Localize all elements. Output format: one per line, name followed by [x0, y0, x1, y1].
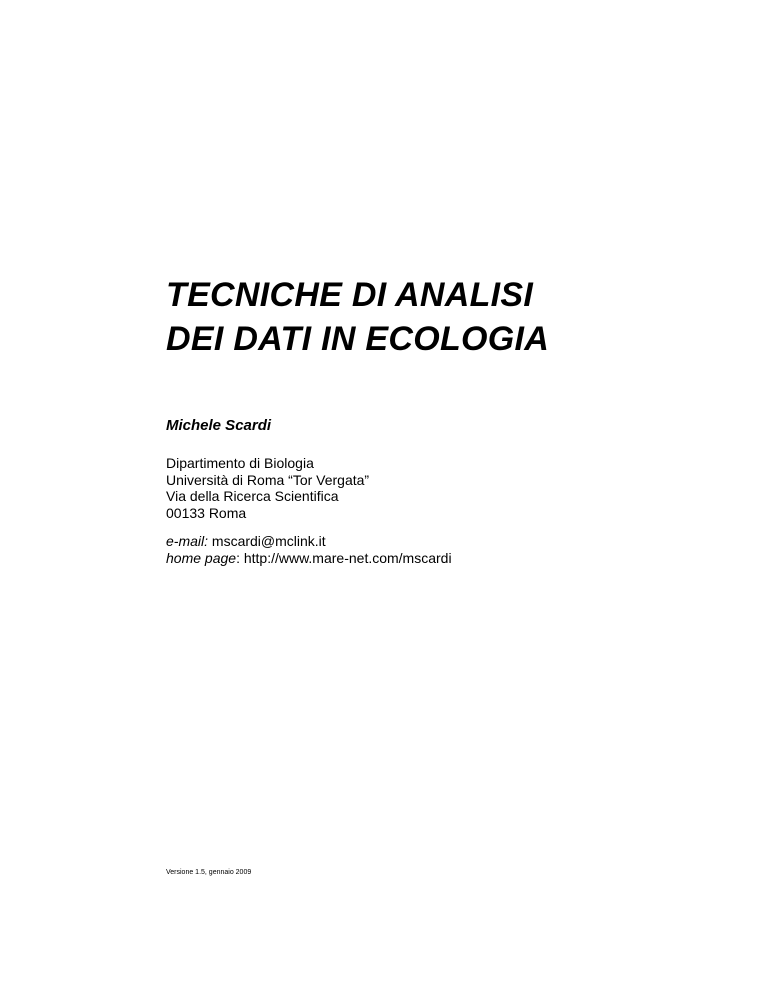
email-value: mscardi@mclink.it — [208, 533, 326, 549]
email-label: e-mail: — [166, 533, 209, 549]
affiliation-university: Università di Roma “Tor Vergata” — [166, 471, 370, 488]
affiliation-block — [166, 455, 369, 521]
title-line-1: TECNICHE DI ANALISI — [166, 276, 534, 314]
homepage-value: : http://www.mare-net.com/mscardi — [236, 549, 452, 566]
affiliation-city: 00133 Roma — [166, 504, 247, 521]
homepage-label: home page — [166, 549, 237, 566]
author-name: Michele Scardi — [166, 417, 272, 434]
title-line-2: DEI DATI IN ECOLOGIA — [166, 320, 550, 358]
document-title — [166, 273, 726, 361]
email-line — [166, 533, 452, 550]
version-note: Versione 1.5, gennaio 2009 — [166, 869, 252, 876]
affiliation-department: Dipartimento di Biologia — [166, 455, 314, 471]
affiliation-street: Via della Ricerca Scientifica — [166, 488, 339, 504]
contacts-block — [166, 533, 452, 566]
homepage-line — [166, 550, 452, 567]
